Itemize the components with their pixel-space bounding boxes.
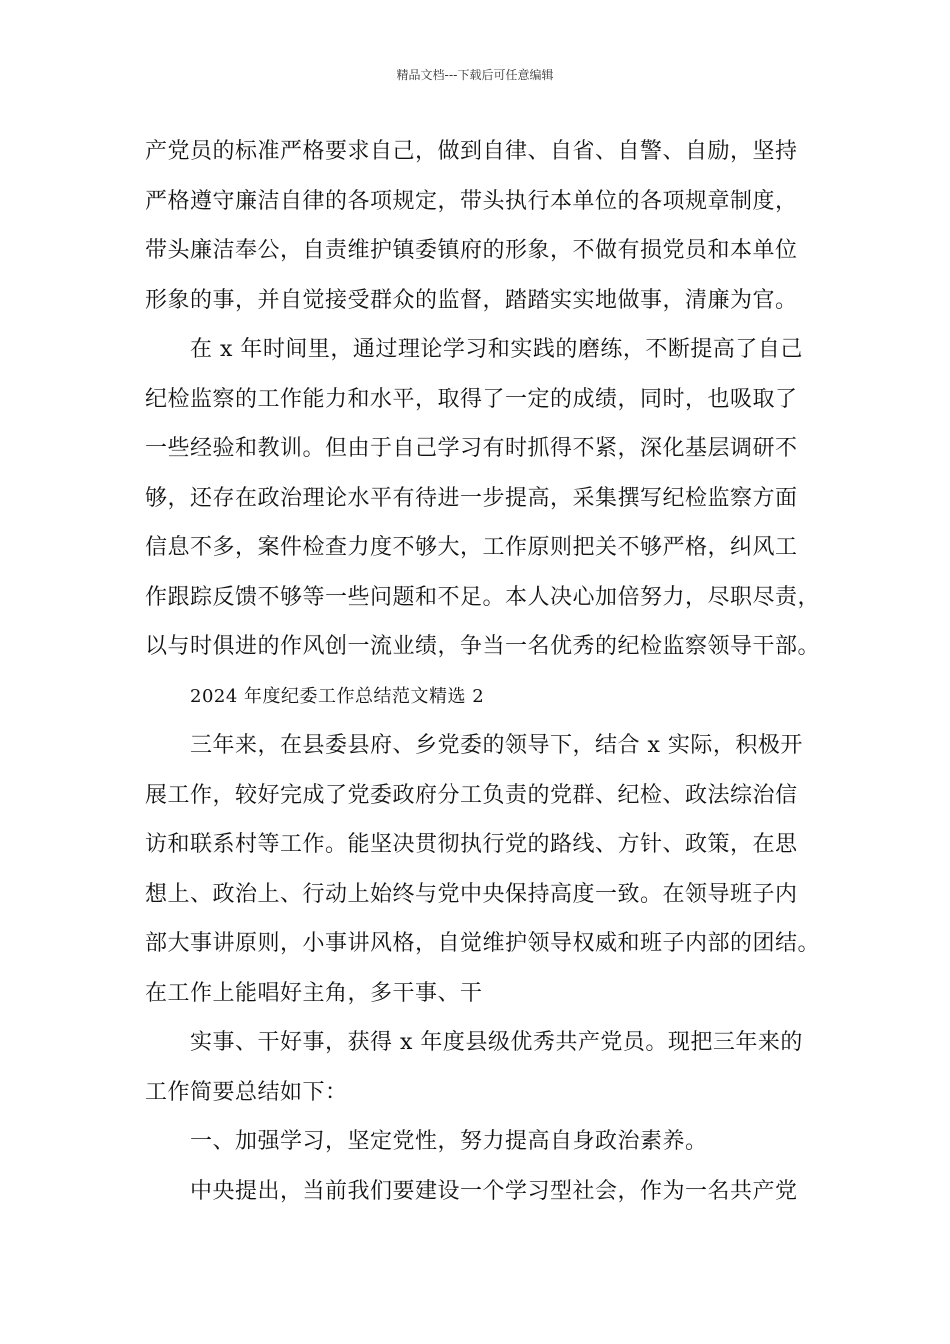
text-line: 想上、政治上、行动上始终与党中央保持高度一致。在领导班子内 (145, 881, 798, 907)
text-line: 严格遵守廉洁自律的各项规定，带头执行本单位的各项规章制度， (145, 188, 798, 214)
text-line: 展工作，较好完成了党委政府分工负责的党群、纪检、政法综治信 (145, 782, 798, 808)
text-line: 够，还存在政治理论水平有待进一步提高，采集撰写纪检监察方面 (145, 485, 798, 511)
document-body (145, 127, 825, 1216)
text-line: 形象的事，并自觉接受群众的监督，踏踏实实地做事，清廉为官。 (145, 287, 798, 313)
text-line: 作跟踪反馈不够等一些问题和不足。本人决心加倍努力，尽职尽责， (145, 584, 821, 610)
text-line: 纪检监察的工作能力和水平，取得了一定的成绩，同时，也吸取了 (145, 386, 798, 412)
text-line: 访和联系村等工作。能坚决贯彻执行党的路线、方针、政策，在思 (145, 832, 798, 857)
section-title: 2024 年度纪委工作总结范文精选 2 (190, 685, 485, 707)
page-header: 精品文档---下载后可任意编辑 (396, 68, 554, 82)
paragraph-start: 三年来，在县委县府、乡党委的领导下，结合 x 实际，积极开 (190, 733, 803, 758)
paragraph-start: 实事、干好事，获得 x 年度县级优秀共产党员。现把三年来的 (190, 1030, 803, 1055)
paragraph-start: 中央提出，当前我们要建设一个学习型社会，作为一名共产党 (190, 1178, 798, 1204)
paragraph-start: 在 x 年时间里，通过理论学习和实践的磨练，不断提高了自己 (190, 337, 803, 362)
text-line: 信息不多，案件检查力度不够大，工作原则把关不够严格，纠风工 (145, 535, 798, 560)
section-subheading: 一、加强学习，坚定党性，努力提高自身政治素养。 (190, 1129, 708, 1154)
text-line: 工作简要总结如下： (145, 1079, 348, 1105)
text-line: 产党员的标准严格要求自己，做到自律、自省、自警、自励，坚持 (145, 139, 798, 164)
text-line: 带头廉洁奉公，自责维护镇委镇府的形象，不做有损党员和本单位 (145, 238, 798, 263)
text-line: 以与时俱进的作风创一流业绩，争当一名优秀的纪检监察领导干部。 (145, 634, 821, 659)
text-line: 部大事讲原则，小事讲风格，自觉维护领导权威和班子内部的团结。 (145, 931, 821, 956)
text-line: 在工作上能唱好主角，多干事、干 (145, 980, 483, 1006)
text-line: 一些经验和教训。但由于自己学习有时抓得不紧，深化基层调研不 (145, 436, 798, 461)
